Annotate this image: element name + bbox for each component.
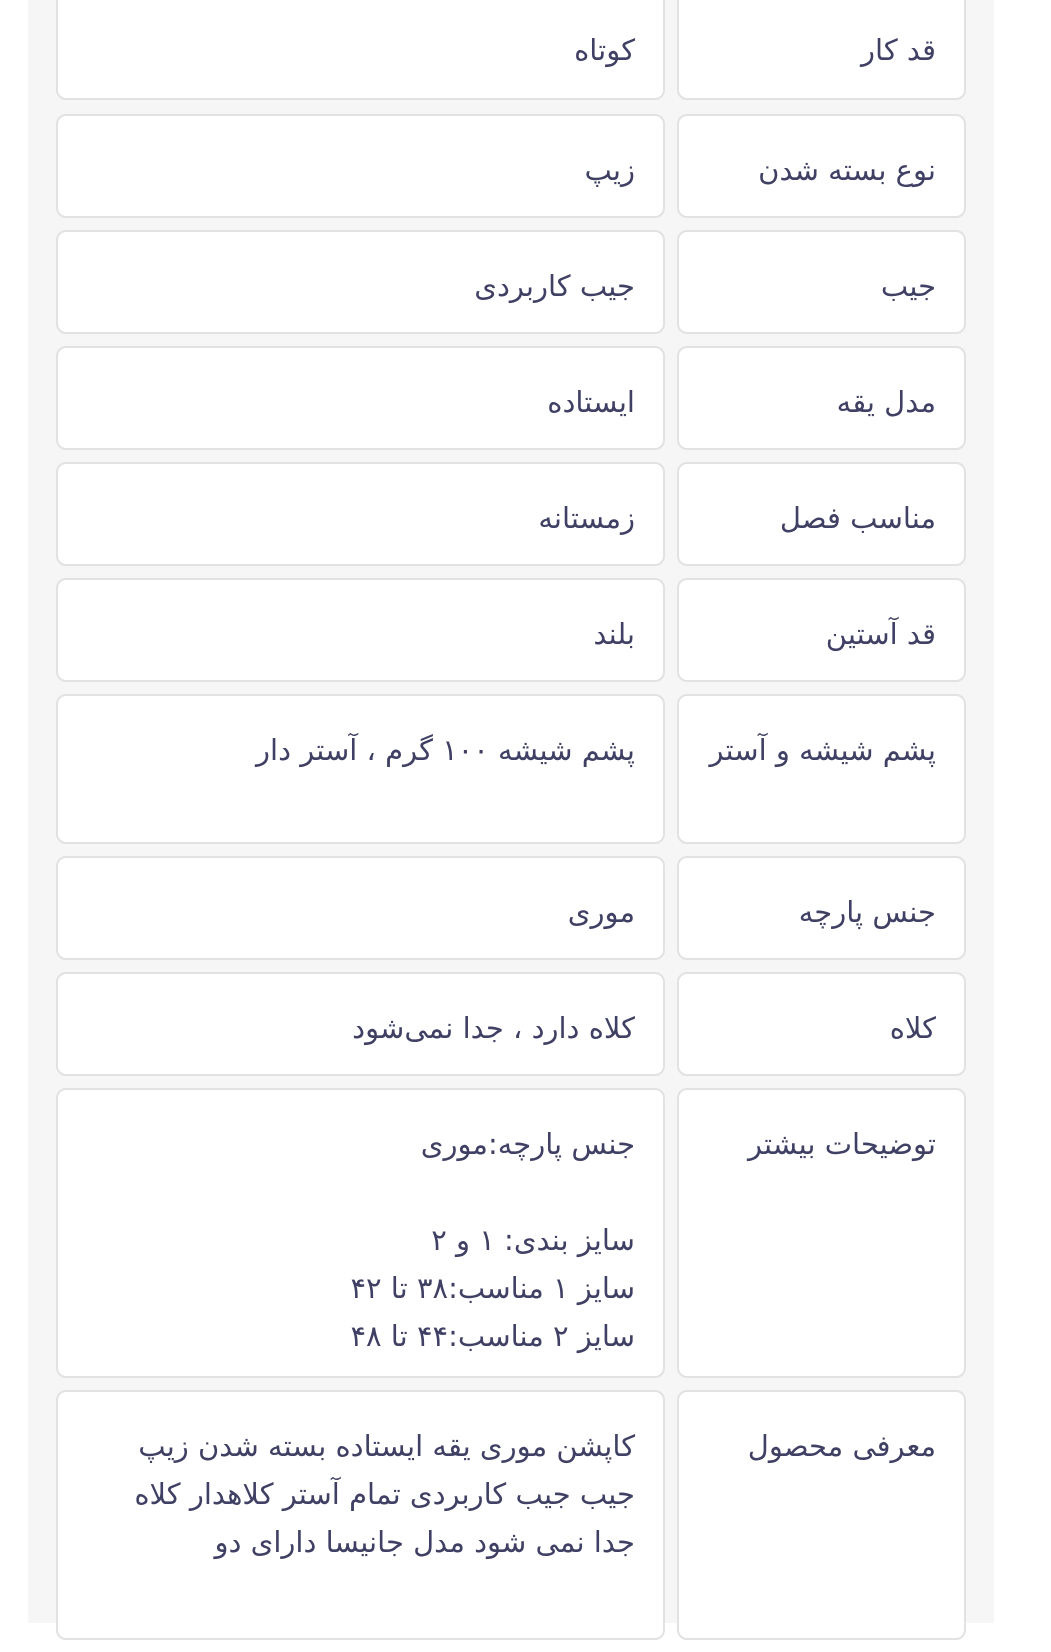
spec-row-padding <box>56 694 966 844</box>
spec-row-length <box>56 0 966 102</box>
spec-key: توضیحات بیشتر <box>677 1088 966 1378</box>
spec-row-pocket <box>56 230 966 334</box>
spec-row-hood <box>56 972 966 1076</box>
spec-row-closure <box>56 114 966 218</box>
spec-key: جنس پارچه <box>677 856 966 960</box>
spec-key: جیب <box>677 230 966 334</box>
spec-key: مناسب فصل <box>677 462 966 566</box>
spec-row-season <box>56 462 966 566</box>
specs-table <box>56 0 966 1652</box>
spec-row-fabric <box>56 856 966 960</box>
spec-row-sleeve <box>56 578 966 682</box>
spec-value: جیب کاربردی <box>56 230 665 334</box>
spec-value: زیپ <box>56 114 665 218</box>
spec-value: کوتاه <box>56 0 665 100</box>
spec-key: معرفی محصول <box>677 1390 966 1640</box>
spec-value: کاپشن موری یقه ایستاده بسته شدن زیپ جیب جیب کاربردی تمام آستر کلاهدار کلاه جدا نمی شود مدل جانیسا دارای دو <box>56 1390 665 1640</box>
spec-value: ایستاده <box>56 346 665 450</box>
spec-key: نوع بسته شدن <box>677 114 966 218</box>
spec-row-collar <box>56 346 966 450</box>
spec-value: زمستانه <box>56 462 665 566</box>
spec-value: کلاه دارد ، جدا نمی‌شود <box>56 972 665 1076</box>
spec-value: پشم شیشه ۱۰۰ گرم ، آستر دار <box>56 694 665 844</box>
spec-key: پشم شیشه و آستر <box>677 694 966 844</box>
spec-row-more-details <box>56 1088 966 1378</box>
spec-value: موری <box>56 856 665 960</box>
spec-value: جنس پارچه:موری سایز بندی: ۱ و ۲ سایز ۱ مناسب:۳۸ تا ۴۲ سایز ۲ مناسب:۴۴ تا ۴۸ <box>56 1088 665 1378</box>
spec-key: قد کار <box>677 0 966 100</box>
spec-key: مدل یقه <box>677 346 966 450</box>
spec-key: قد آستین <box>677 578 966 682</box>
spec-key: کلاه <box>677 972 966 1076</box>
spec-row-product-intro <box>56 1390 966 1640</box>
spec-value: بلند <box>56 578 665 682</box>
